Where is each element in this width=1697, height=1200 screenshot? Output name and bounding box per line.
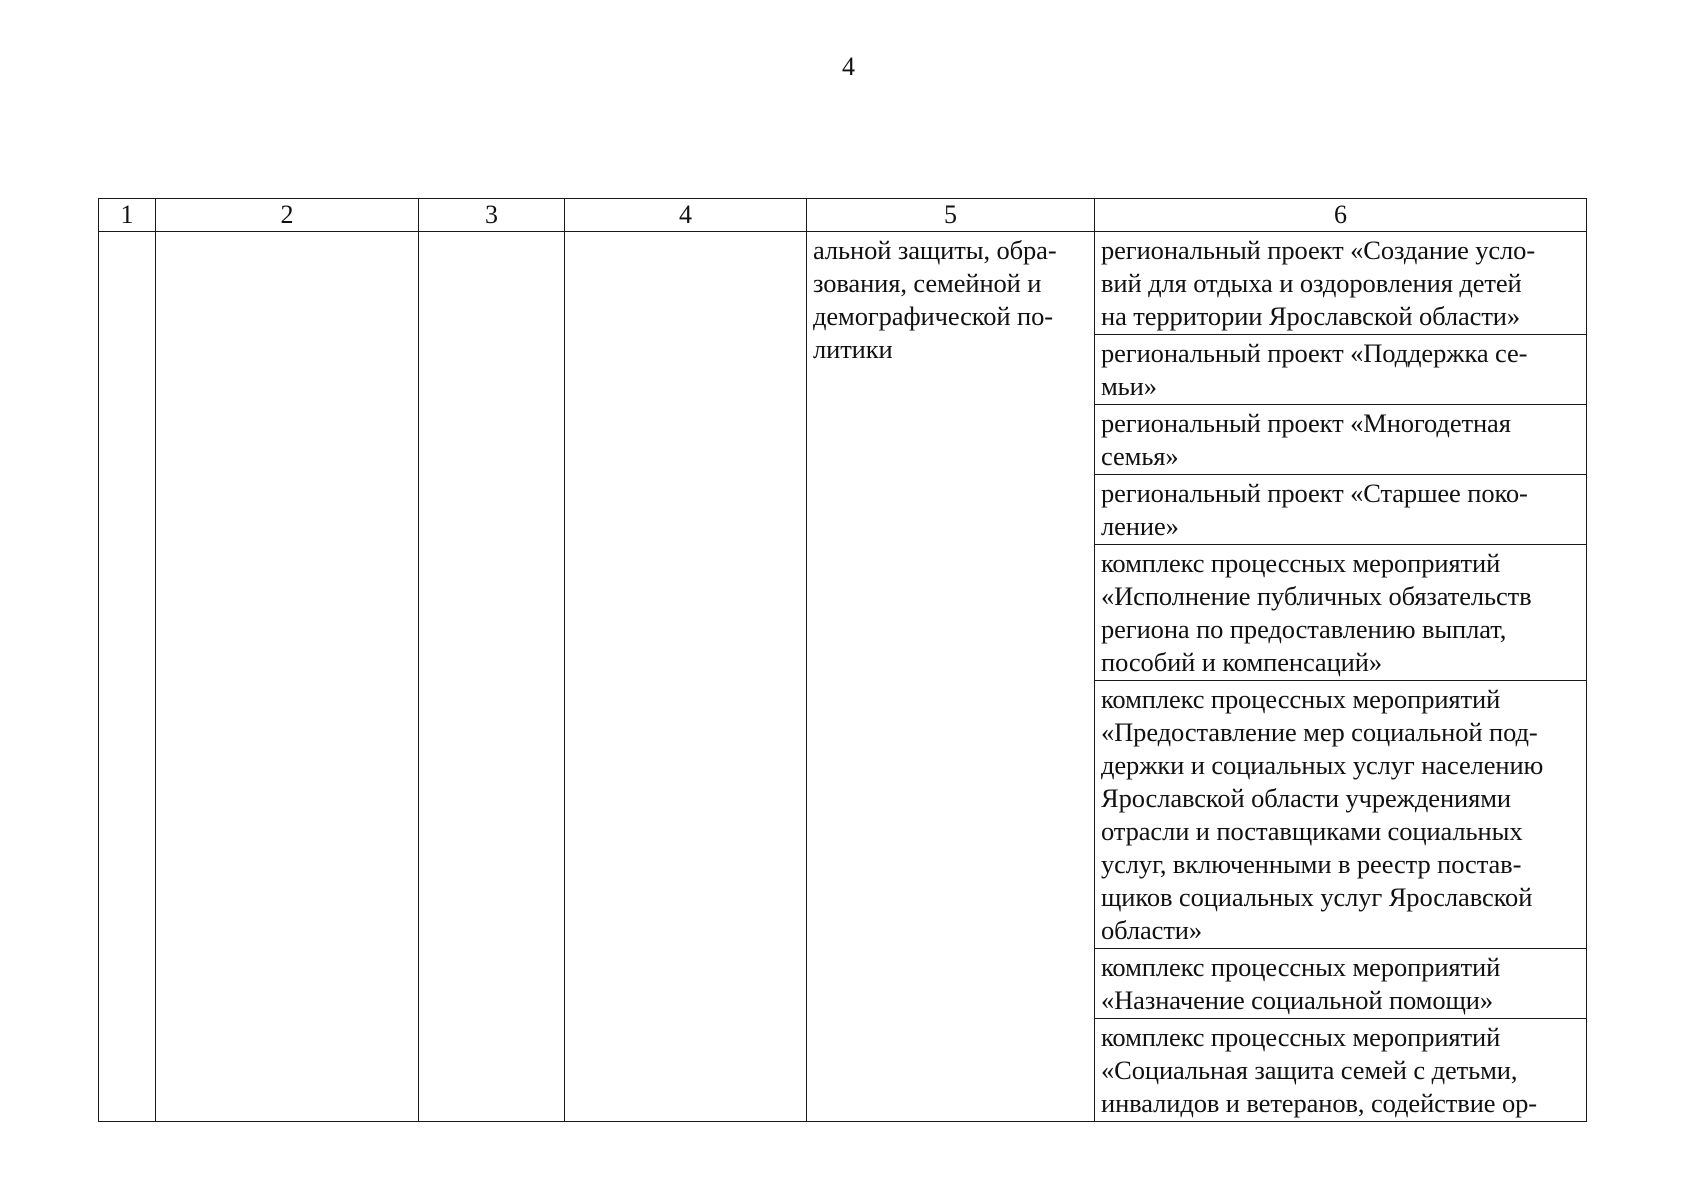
- list-item: [1095, 335, 1586, 405]
- item-line: инвалидов и ветеранов, содействие ор-: [1101, 1088, 1537, 1118]
- header-cell-1: 1: [99, 199, 156, 232]
- col5-text: [807, 232, 1094, 366]
- item-line: щиков социальных услуг Ярославской: [1101, 882, 1533, 912]
- table-row: [99, 232, 1587, 1122]
- item-line: семья»: [1101, 441, 1179, 471]
- list-item: [1095, 405, 1586, 475]
- document-table: [98, 198, 1587, 1122]
- item-line: ление»: [1101, 511, 1179, 541]
- table-header-row: [99, 199, 1587, 232]
- page-number: 4: [842, 52, 855, 81]
- col5-line: демографической по-: [813, 301, 1053, 331]
- header-cell-4: 4: [565, 199, 807, 232]
- item-line: комплекс процессных мероприятий: [1101, 684, 1501, 714]
- item-line: региона по предоставлению выплат,: [1101, 614, 1507, 644]
- item-line: отрасли и поставщиками социальных: [1101, 816, 1523, 846]
- cell-col-4: [565, 232, 807, 1122]
- cell-col-6: [1095, 232, 1587, 1122]
- header-cell-6: 6: [1095, 199, 1587, 232]
- cell-col-5: [807, 232, 1095, 1122]
- list-item: [1095, 232, 1586, 335]
- col5-line: зования, семейной и: [813, 268, 1042, 298]
- item-line: Ярославской области учреждениями: [1101, 783, 1511, 813]
- item-line: услуг, включенными в реестр постав-: [1101, 849, 1522, 879]
- item-line: на территории Ярославской области»: [1101, 301, 1521, 331]
- item-line: региональный проект «Создание усло-: [1101, 235, 1536, 265]
- item-line: комплекс процессных мероприятий: [1101, 952, 1501, 982]
- item-line: «Исполнение публичных обязательств: [1101, 581, 1532, 611]
- item-line: вий для отдыха и оздоровления детей: [1101, 268, 1522, 298]
- cell-col-2: [156, 232, 419, 1122]
- item-line: «Назначение социальной помощи»: [1101, 985, 1494, 1015]
- cell-col-1: [99, 232, 156, 1122]
- header-cell-3: 3: [419, 199, 565, 232]
- item-line: «Социальная защита семей с детьми,: [1101, 1055, 1518, 1085]
- item-line: комплекс процессных мероприятий: [1101, 548, 1501, 578]
- header-cell-5: 5: [807, 199, 1095, 232]
- item-line: комплекс процессных мероприятий: [1101, 1022, 1501, 1052]
- item-line: региональный проект «Старшее поко-: [1101, 478, 1528, 508]
- list-item: [1095, 1019, 1586, 1121]
- item-line: «Предоставление мер социальной под-: [1101, 717, 1538, 747]
- item-line: области»: [1101, 915, 1203, 945]
- item-line: региональный проект «Многодетная: [1101, 408, 1511, 438]
- list-item: [1095, 949, 1586, 1019]
- item-line: мьи»: [1101, 371, 1157, 401]
- list-item: [1095, 545, 1586, 681]
- header-cell-2: 2: [156, 199, 419, 232]
- item-line: пособий и компенсаций»: [1101, 647, 1382, 677]
- item-line: региональный проект «Поддержка се-: [1101, 338, 1528, 368]
- cell-col-3: [419, 232, 565, 1122]
- col6-item-list: [1095, 232, 1586, 1121]
- list-item: [1095, 681, 1586, 949]
- col5-line: альной защиты, обра-: [813, 235, 1057, 265]
- col5-line: литики: [813, 334, 893, 364]
- item-line: держки и социальных услуг населению: [1101, 750, 1544, 780]
- list-item: [1095, 475, 1586, 545]
